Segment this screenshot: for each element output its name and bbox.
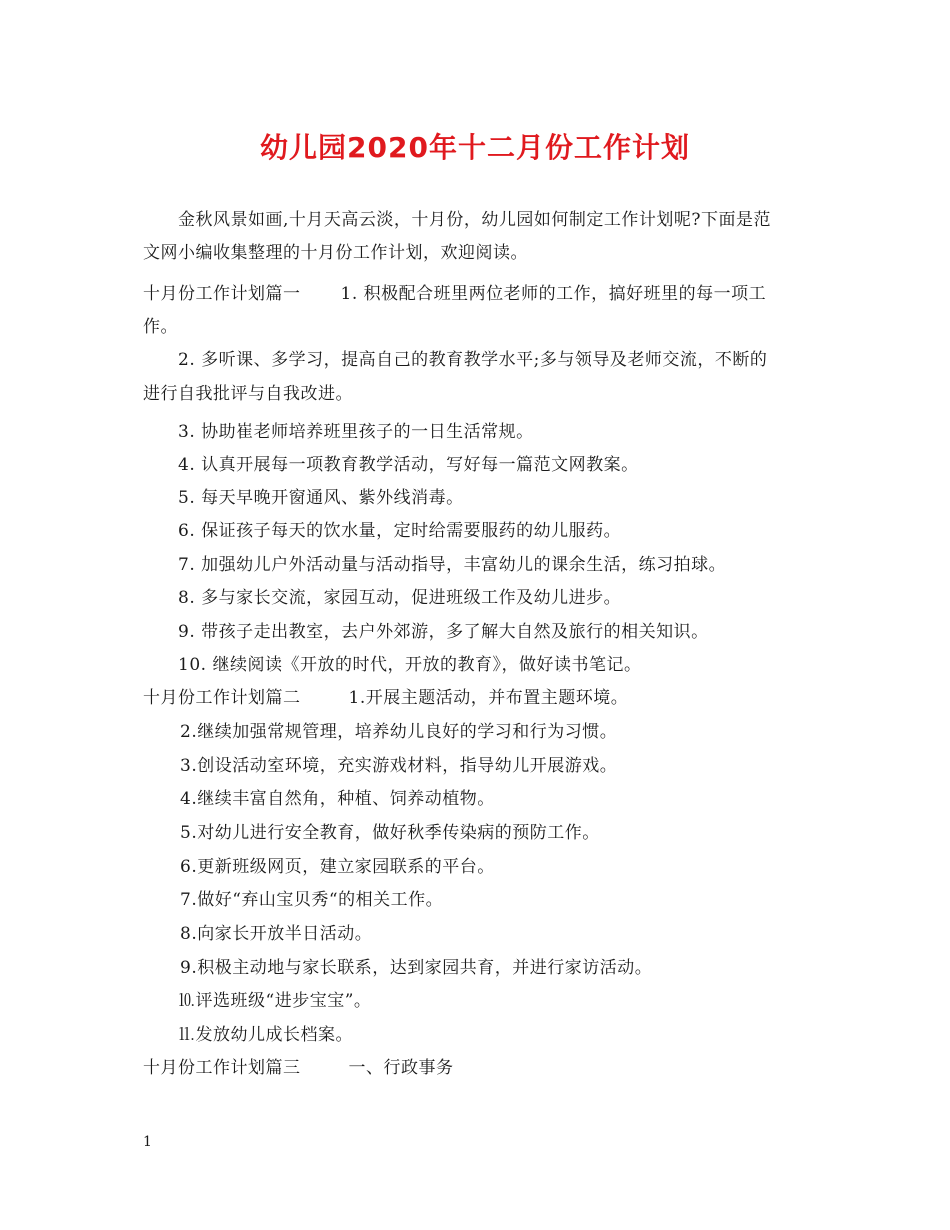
plan1-heading bbox=[143, 282, 766, 306]
intro-line-2: 文网小编收集整理的十月份工作计划，欢迎阅读。 bbox=[143, 243, 528, 263]
plan3-heading bbox=[143, 1056, 454, 1080]
plan1-item-2-cont: 进行自我批评与自我改进。 bbox=[143, 384, 353, 404]
plan2-heading-text: 十月份工作计划篇二 bbox=[143, 688, 301, 708]
plan2-item-11: ⒒发放幼儿成长档案。 bbox=[178, 1025, 353, 1045]
page-number: 1 bbox=[143, 1134, 152, 1150]
plan2-item-4: 4.继续丰富自然角，种植、饲养动植物。 bbox=[180, 789, 495, 809]
plan2-item-9: 9.积极主动地与家长联系，达到家园共育，并进行家访活动。 bbox=[180, 958, 653, 978]
plan1-item-5: 5. 每天早晚开窗通风、紫外线消毒。 bbox=[178, 488, 464, 508]
plan1-item-2: 2. 多听课、多学习，提高自己的教育教学水平;多与领导及老师交流，不断的 bbox=[178, 350, 768, 370]
plan1-item-9: 9. 带孩子走出教室，去户外郊游，多了解大自然及旅行的相关知识。 bbox=[178, 622, 709, 642]
plan2-item-5: 5.对幼儿进行安全教育，做好秋季传染病的预防工作。 bbox=[180, 823, 600, 843]
plan1-item-1-cont: 作。 bbox=[143, 317, 178, 337]
plan3-heading-text: 十月份工作计划篇三 bbox=[143, 1058, 301, 1078]
plan1-item-7: 7. 加强幼儿户外活动量与活动指导，丰富幼儿的课余生活，练习拍球。 bbox=[178, 555, 727, 575]
plan2-item-6: 6.更新班级网页，建立家园联系的平台。 bbox=[180, 857, 495, 877]
plan2-item-8: 8.向家长开放半日活动。 bbox=[180, 924, 373, 944]
plan1-item-1: 1. 积极配合班里两位老师的工作，搞好班里的每一项工 bbox=[340, 284, 767, 304]
page-title: 幼儿园2020年十二月份工作计划 bbox=[260, 131, 690, 164]
plan3-item-1: 一、行政事务 bbox=[348, 1058, 454, 1078]
plan1-item-4: 4. 认真开展每一项教育教学活动，写好每一篇范文网教案。 bbox=[178, 455, 639, 475]
plan2-item-10: ⒑评选班级“进步宝宝”。 bbox=[178, 991, 372, 1011]
plan1-item-3: 3. 协助崔老师培养班里孩子的一日生活常规。 bbox=[178, 422, 534, 442]
intro-line-1: 金秋风景如画,十月天高云淡，十月份，幼儿园如何制定工作计划呢?下面是范 bbox=[178, 210, 772, 230]
plan2-item-3: 3.创设活动室环境，充实游戏材料，指导幼儿开展游戏。 bbox=[180, 756, 618, 776]
plan2-heading bbox=[143, 686, 628, 710]
plan1-heading-text: 十月份工作计划篇一 bbox=[143, 284, 301, 304]
plan2-item-1: 1.开展主题活动，并布置主题环境。 bbox=[348, 688, 629, 708]
plan1-item-8: 8. 多与家长交流，家园互动，促进班级工作及幼儿进步。 bbox=[178, 588, 622, 608]
plan2-item-2: 2.继续加强常规管理，培养幼儿良好的学习和行为习惯。 bbox=[180, 722, 618, 742]
plan1-item-6: 6. 保证孩子每天的饮水量，定时给需要服药的幼儿服药。 bbox=[178, 521, 622, 541]
plan1-item-10: 10. 继续阅读《开放的时代，开放的教育》，做好读书笔记。 bbox=[178, 655, 642, 675]
plan2-item-7: 7.做好“弃山宝贝秀“的相关工作。 bbox=[180, 890, 444, 910]
